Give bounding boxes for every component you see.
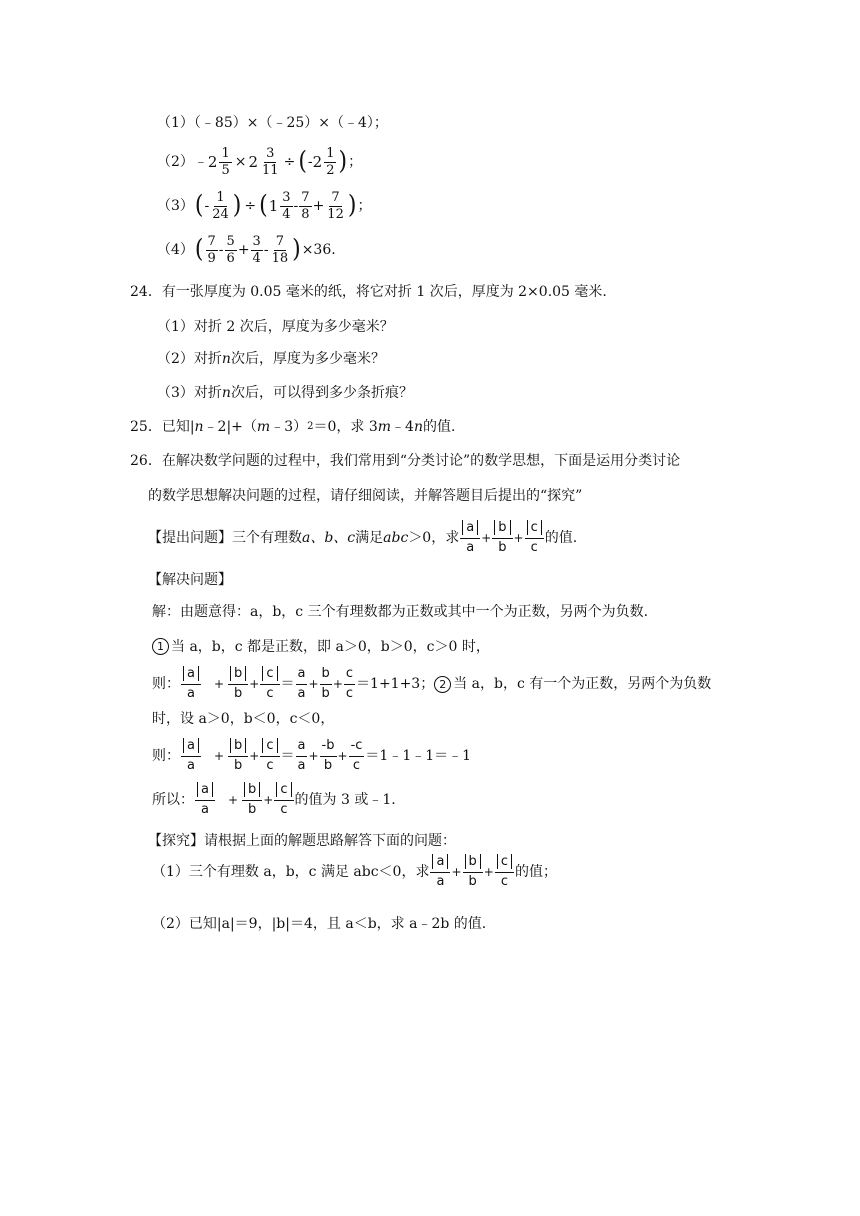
symbol: a <box>436 873 445 889</box>
punct: ； <box>348 154 363 171</box>
text: 的值为 3 或﹣1. <box>294 792 396 809</box>
text: 次后，可以得到多少条折痕？ <box>230 385 413 401</box>
variable: a、b、c <box>302 530 356 547</box>
right-paren: ) <box>292 235 301 264</box>
fraction <box>219 147 231 177</box>
q25-stem: 25．已知| n ﹣2|+（ m ﹣3） 2 ＝0，求 3 m ﹣4 n 的值. <box>130 419 456 435</box>
text: ﹣3） <box>270 419 308 435</box>
denominator: 4 <box>252 250 261 266</box>
q23-part2 <box>157 147 362 177</box>
text: 的值. <box>423 419 456 435</box>
fraction <box>320 667 332 702</box>
denominator: 12 <box>327 206 344 222</box>
minus-sign: ﹣ <box>193 154 208 171</box>
plus-sign: + <box>308 749 319 764</box>
left-paren: ( <box>194 235 204 264</box>
abs-fraction <box>274 783 293 818</box>
symbol: c <box>345 685 354 701</box>
fraction <box>260 147 281 177</box>
whole: 2 <box>207 152 218 171</box>
fraction <box>280 191 292 221</box>
plus-sign: + <box>481 531 492 546</box>
symbol: b <box>234 685 243 701</box>
symbol: b <box>234 757 243 773</box>
q24-stem-text: 24．有一张厚度为 0.05 毫米的纸，将它对折 1 次后，厚度为 2×0.05 毫米. <box>130 284 607 300</box>
symbol: -c <box>349 739 365 757</box>
symbol: a <box>187 757 195 773</box>
text: 的值； <box>514 864 557 881</box>
right-paren: ) <box>347 191 357 220</box>
symbol: a <box>187 685 195 701</box>
q24-part3 <box>157 386 413 400</box>
symbol: b <box>320 667 332 685</box>
mixed-number <box>208 147 233 177</box>
left-paren: ( <box>194 191 204 220</box>
plus-sign: + <box>249 677 260 692</box>
mixed-number <box>248 147 281 177</box>
text: 的值. <box>544 530 578 547</box>
q26-explore-part2 <box>152 917 486 931</box>
whole: 1 <box>268 196 279 215</box>
minus-sign: - <box>293 198 299 215</box>
symbol: c <box>530 539 538 555</box>
abs-fraction <box>525 521 544 556</box>
fraction <box>270 235 291 265</box>
symbol: b <box>248 801 257 817</box>
text: （1）三个有理数 a，b，c 满足 abc＜0，求 <box>152 864 430 881</box>
q23-part3-label: （3） <box>157 198 194 215</box>
text: 25．已知| <box>130 419 195 435</box>
plus-sign: + <box>308 677 319 692</box>
q26-then2 <box>152 739 471 774</box>
numerator: 7 <box>275 234 284 249</box>
q26-stem-line1 <box>130 454 680 468</box>
symbol: c <box>352 757 361 773</box>
numerator: 1 <box>326 146 335 161</box>
q24-part2 <box>157 352 385 366</box>
text: 则： <box>152 676 180 693</box>
circled-number: 1 <box>152 638 169 655</box>
symbol: a <box>462 520 478 535</box>
q23-part1 <box>157 116 388 130</box>
abs-fraction <box>181 667 201 702</box>
symbol: b <box>465 854 481 869</box>
q26-then1 <box>152 667 711 702</box>
q23-part4 <box>157 235 336 265</box>
abs-fraction <box>430 855 450 890</box>
symbol: b <box>230 666 246 681</box>
denominator: 2 <box>326 162 335 178</box>
variable: m <box>377 419 392 435</box>
equals-sign: ＝ <box>280 676 295 693</box>
abs-fraction <box>492 521 512 556</box>
text: ﹣4 <box>391 419 414 435</box>
q26-case1 <box>152 638 490 655</box>
symbol: c <box>262 666 277 681</box>
plus-sign: + <box>213 749 225 764</box>
fraction <box>325 191 346 221</box>
text: （3）对折 <box>157 385 222 401</box>
symbol: b <box>468 873 477 889</box>
abs-fraction <box>460 521 480 556</box>
equals-sign: ＝ <box>280 748 295 765</box>
abs-fraction <box>228 739 248 774</box>
text: ﹣2|+（ <box>203 419 257 435</box>
q24-stem <box>130 285 607 299</box>
symbol: c <box>262 738 277 753</box>
symbol: a <box>466 539 475 555</box>
fraction <box>206 235 218 265</box>
minus-sign: - <box>218 242 224 259</box>
fraction <box>344 667 355 702</box>
fraction <box>299 191 311 221</box>
fraction <box>324 147 336 177</box>
fraction <box>210 191 231 221</box>
numerator: 1 <box>221 146 230 161</box>
text: （2）已知|a|＝9，|b|＝4，且 a＜b，求 a﹣2b 的值. <box>152 916 487 932</box>
symbol: b <box>230 738 246 753</box>
symbol: b <box>498 539 507 555</box>
divide-sign: ÷ <box>283 154 296 171</box>
minus-sign: - <box>263 242 269 259</box>
numerator: 3 <box>252 234 261 249</box>
text: 当 a，b，c 都是正数，即 a＞0，b＞0，c＞0 时， <box>171 638 490 655</box>
text: 满足 <box>355 530 384 547</box>
fraction <box>296 667 308 702</box>
abs-fraction <box>463 855 483 890</box>
plus-sign: + <box>263 793 274 808</box>
symbol: b <box>321 685 330 701</box>
punct: ； <box>357 198 372 215</box>
abs-fraction <box>195 783 215 818</box>
denominator: 5 <box>221 162 230 178</box>
abs-fraction <box>242 783 262 818</box>
variable: m <box>256 419 271 435</box>
symbol: -b <box>320 739 337 757</box>
numerator: 5 <box>226 234 235 249</box>
numerator: 7 <box>331 190 340 205</box>
symbol: c <box>344 667 355 685</box>
denominator: 18 <box>271 250 289 266</box>
minus-sign: - <box>307 154 313 171</box>
symbol: a <box>297 757 306 773</box>
plus-sign: + <box>332 677 343 692</box>
symbol: c <box>527 520 542 535</box>
plus-sign: + <box>227 793 239 808</box>
symbol: c <box>266 685 274 701</box>
symbol: b <box>244 782 260 797</box>
text: （2）对折 <box>157 351 222 367</box>
text: 解：由题意得：a，b，c 三个有理数都为正数或其中一个为正数，另两个为负数. <box>152 604 649 620</box>
symbol: c <box>500 873 508 889</box>
q23-part2-label: （2） <box>157 154 194 171</box>
right-paren: ) <box>338 147 348 176</box>
q26-explore-part1 <box>152 855 557 890</box>
text: 次后，厚度为多少毫米？ <box>230 351 385 367</box>
text: ＝1﹣1﹣1＝﹣1 <box>365 748 472 765</box>
right-paren: ) <box>232 191 242 220</box>
symbol: b <box>323 757 333 773</box>
fraction <box>296 739 308 774</box>
text: ＝0，求 3 <box>313 419 378 435</box>
plus-sign: + <box>513 531 524 546</box>
times-sign: × <box>234 154 247 171</box>
q26-case2-cont <box>152 712 334 726</box>
q23-part3 <box>157 191 371 221</box>
numerator: 7 <box>207 234 216 249</box>
symbol: a <box>197 782 213 797</box>
denominator: 4 <box>282 206 291 222</box>
q26-solution-line1 <box>152 605 648 619</box>
punct: ×36. <box>301 242 336 259</box>
text: 则： <box>152 748 180 765</box>
denominator: 6 <box>226 250 235 266</box>
abs-fraction <box>260 739 279 774</box>
whole: 2 <box>312 152 323 171</box>
denominator: 24 <box>212 206 229 222</box>
mixed-number <box>313 147 338 177</box>
q26-explore <box>148 834 456 848</box>
variable: n <box>194 419 204 435</box>
symbol: a <box>296 667 308 685</box>
circled-number: 2 <box>434 676 451 693</box>
symbol: a <box>297 685 306 701</box>
q26-so <box>152 783 396 818</box>
plus-sign: + <box>337 749 348 764</box>
abs-fraction <box>228 667 248 702</box>
numerator: 3 <box>266 146 275 161</box>
plus-sign: + <box>312 198 325 215</box>
numerator: 7 <box>301 190 310 205</box>
denominator: 9 <box>207 250 216 266</box>
q24-part1 <box>157 320 394 334</box>
q26-raise-question <box>148 521 577 556</box>
symbol: c <box>497 854 512 869</box>
mixed-number <box>269 191 294 221</box>
text: 的数学思想解决问题的过程，请仔细阅读，并解答题目后提出的“探究” <box>148 488 583 504</box>
plus-sign: + <box>213 677 225 692</box>
numerator: 1 <box>216 190 225 205</box>
divide-sign: ÷ <box>244 198 257 215</box>
abs-fraction <box>495 855 514 890</box>
abs-fraction <box>260 667 279 702</box>
fraction <box>225 235 237 265</box>
denominator: 8 <box>301 206 310 222</box>
text: 【提出问题】三个有理数 <box>148 530 302 547</box>
variable: n <box>221 351 231 367</box>
left-paren: ( <box>298 147 307 176</box>
symbol: a <box>201 801 209 817</box>
variable: n <box>221 385 231 401</box>
denominator: 11 <box>262 162 279 178</box>
plus-sign: + <box>249 749 260 764</box>
q23-part1-text: （1）（﹣85）×（﹣25）×（﹣4）； <box>157 115 388 131</box>
fraction <box>349 739 365 774</box>
minus-sign: - <box>204 198 210 215</box>
q23-part4-label: （4） <box>157 242 194 259</box>
symbol: a <box>183 738 199 753</box>
q26-stem-line2 <box>148 489 582 503</box>
symbol: a <box>432 854 448 869</box>
text: 时，设 a＞0，b＜0，c＜0， <box>152 711 335 727</box>
left-paren: ( <box>259 191 268 220</box>
text: 【解决问题】 <box>148 572 232 588</box>
text: 26．在解决数学问题的过程中，我们常用到“分类讨论”的数学思想，下面是运用分类讨论 <box>130 453 681 469</box>
numerator: 3 <box>282 190 291 205</box>
symbol: c <box>276 782 291 797</box>
text: ＝1+1+3； <box>356 676 435 693</box>
text: ＞0，求 <box>408 530 460 547</box>
symbol: a <box>296 739 308 757</box>
q26-solve-title <box>148 573 232 587</box>
text: 当 a，b，c 有一个为正数，另两个为负数 <box>453 676 712 693</box>
symbol: a <box>183 666 199 681</box>
q24-part1-text: （1）对折 2 次后，厚度为多少毫米？ <box>157 319 394 335</box>
plus-sign: + <box>451 865 462 880</box>
fraction <box>320 739 337 774</box>
variable: abc <box>383 530 409 547</box>
symbol: b <box>494 520 510 535</box>
abs-fraction <box>181 739 201 774</box>
variable: n <box>413 419 423 435</box>
text: 【探究】请根据上面的解题思路解答下面的问题： <box>148 833 456 849</box>
whole: 2 <box>248 152 259 171</box>
symbol: c <box>280 801 288 817</box>
plus-sign: + <box>237 242 250 259</box>
symbol: c <box>266 757 274 773</box>
plus-sign: + <box>483 865 494 880</box>
text: 所以： <box>152 792 194 809</box>
fraction <box>251 235 263 265</box>
